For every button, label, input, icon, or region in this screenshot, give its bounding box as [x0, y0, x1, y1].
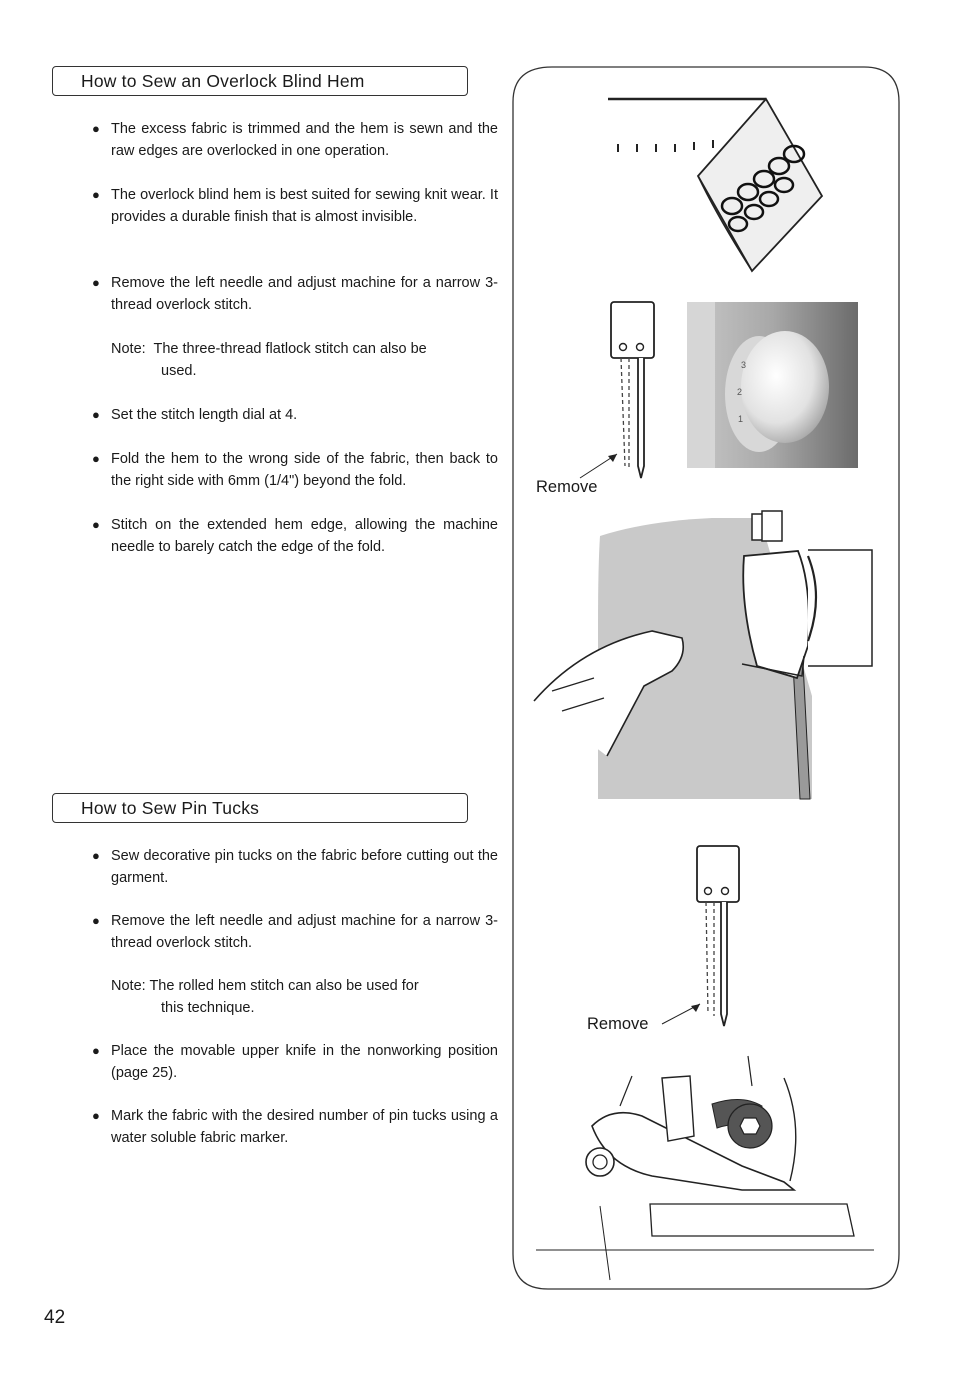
remove-label-2: Remove: [587, 1015, 649, 1033]
needle-clamp-illustration-2: [662, 846, 739, 1026]
list-item: ● Sew decorative pin tucks on the fabric before cutting out the garment.: [92, 848, 498, 886]
pin-tucks-instructions: [90, 845, 498, 1149]
dial-number: 1: [738, 414, 744, 424]
section-heading-pin-tucks: [52, 793, 468, 823]
section-heading-blind-hem: [52, 66, 468, 96]
stitch-length-dial-photo: [687, 302, 858, 468]
list-item: ● Place the movable upper knife in the nonworking position (page 25).: [92, 1043, 498, 1081]
section-title: How to Sew an Overlock Blind Hem: [81, 71, 365, 91]
list-item: ● Remove the left needle and adjust machine for a narrow 3-thread overlock stitch.: [92, 913, 498, 951]
needle-clamp-illustration-1: [580, 302, 654, 478]
page-number: 42: [44, 1307, 66, 1328]
blind-hem-instructions: [90, 118, 498, 558]
list-item: ● Mark the fabric with the desired number of pin tucks using a water soluble fabric marker.: [92, 1108, 498, 1146]
list-item: ● Set the stitch length dial at 4.: [92, 407, 298, 423]
list-item: ● Stitch on the extended hem edge, allowing the machine needle to barely catch the edge of the fold.: [92, 517, 498, 555]
section-title: How to Sew Pin Tucks: [81, 798, 260, 818]
pin-tuck-machine-illustration: [536, 1056, 874, 1280]
list-item: ● Fold the hem to the wrong side of the fabric, then back to the right side with 6mm (1/4") beyond the fold.: [92, 451, 498, 489]
blind-hem-stitch-illustration: [608, 99, 822, 271]
note: Note: The three-thread flatlock stitch can also be used.: [111, 341, 427, 379]
sewing-foot-with-hand-illustration: [534, 511, 872, 799]
list-item: ● The excess fabric is trimmed and the hem is sewn and the raw edges are overlocked in one operation.: [92, 121, 498, 159]
note: Note: The rolled hem stitch can also be used for this technique.: [111, 978, 419, 1016]
illustration-panel: [512, 66, 900, 1290]
dial-number: 3: [741, 360, 747, 370]
remove-label-1: Remove: [536, 478, 598, 496]
list-item: ● Remove the left needle and adjust machine for a narrow 3-thread overlock stitch.: [92, 275, 498, 313]
list-item: ● The overlock blind hem is best suited for sewing knit wear. It provides a durable finish that is almost invisible.: [92, 187, 498, 225]
dial-number: 2: [737, 387, 743, 397]
